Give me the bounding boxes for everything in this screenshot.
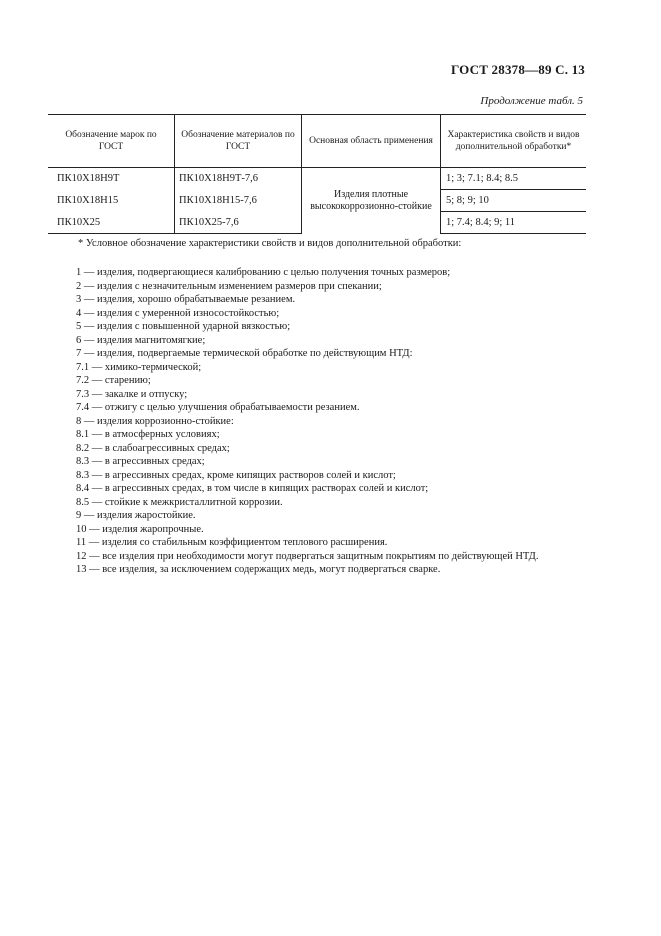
legend-item: 13 — все изделия, за исключением содержащих медь, могут подвергаться сварке. (76, 564, 441, 575)
legend-item: 5 — изделия с повышенной ударной вязкостью; (76, 321, 291, 332)
legend-item: 8.1 — в атмосферных условиях; (76, 429, 220, 440)
column-header-grade: Обозначение марок по ГОСТ (48, 115, 175, 168)
application-cell: Изделия плотные высококоррозионно-стойкие (302, 168, 441, 234)
legend-item: 7.2 — старению; (76, 375, 151, 386)
legend-item: 3 — изделия, хорошо обрабатываемые резанием. (76, 294, 296, 305)
material-cell: ПК10Х18Н9Т-7,6 (175, 168, 302, 190)
legend-item: 8 — изделия коррозионно-стойкие: (76, 415, 234, 427)
legend-item: 8.2 — в слабоагрессивных средах; (76, 442, 230, 454)
grade-cell: ПК10Х18Н9Т (57, 173, 120, 185)
materials-table (48, 114, 586, 234)
legend-item: 1 — изделия, подвергающиеся калиброванию с целью получения точных размеров; (76, 267, 451, 278)
legend-item: 11 — изделия со стабильным коэффициентом теплового расширения. (76, 537, 388, 548)
legend-item: 6 — изделия магнитомягкие; (76, 334, 206, 346)
legend-item: 7 — изделия, подвергаемые термической обработке по действующим НТД: (76, 348, 413, 359)
grade-cell: ПК10Х18Н15 (57, 195, 119, 206)
column-header-application: Основная область применения (302, 115, 441, 168)
legend-item: 8.5 — стойкие к межкристаллитной коррозии. (76, 496, 283, 508)
table-continuation-label: Продолжение табл. 5 (480, 95, 583, 107)
legend-item: 4 — изделия с умеренной износостойкостью; (76, 307, 280, 319)
legend-item: 10 — изделия жаропрочные. (76, 523, 204, 535)
grade-cell: ПК10Х25 (48, 212, 175, 234)
column-header-material: Обозначение материалов по ГОСТ (175, 115, 302, 168)
legend-item: 12 — все изделия при необходимости могут подвергаться защитным покрытиям по действующей НТД. (76, 550, 539, 562)
material-cell: ПК10Х18Н15-7,6 (175, 190, 302, 212)
legend-item: 8.3 — в агрессивных средах; (76, 456, 205, 467)
legend-item: 2 — изделия с незначительным изменением размеров при спекании; (76, 280, 382, 292)
legend-item: 9 — изделия жаростойкие. (76, 510, 196, 521)
legend-item: 7.4 — отжигу с целью улучшения обрабатываемости резанием. (76, 402, 360, 413)
table-header-row (48, 115, 586, 168)
properties-cell: 5; 8; 9; 10 (441, 190, 587, 212)
legend-list (76, 266, 606, 577)
table-row (48, 168, 586, 190)
properties-cell: 1; 7.4; 8.4; 9; 11 (441, 212, 587, 234)
column-header-properties: Характеристика свойств и видов дополнительной обработки* (441, 115, 587, 168)
properties-cell: 1; 3; 7.1; 8.4; 8.5 (441, 168, 587, 190)
table-footnote: * Условное обозначение характеристики свойств и видов дополнительной обработки: (78, 238, 462, 249)
material-cell: ПК10Х25-7,6 (175, 212, 302, 234)
page-header: ГОСТ 28378—89 С. 13 (451, 62, 585, 77)
legend-item: 8.4 — в агрессивных средах, в том числе в кипящих растворах солей и кислот; (76, 483, 429, 494)
legend-item: 7.3 — закалке и отпуску; (76, 388, 188, 400)
legend-item: 7.1 — химико-термической; (76, 361, 202, 373)
legend-item: 8.3 — в агрессивных средах, кроме кипящих растворов солей и кислот; (76, 469, 396, 481)
